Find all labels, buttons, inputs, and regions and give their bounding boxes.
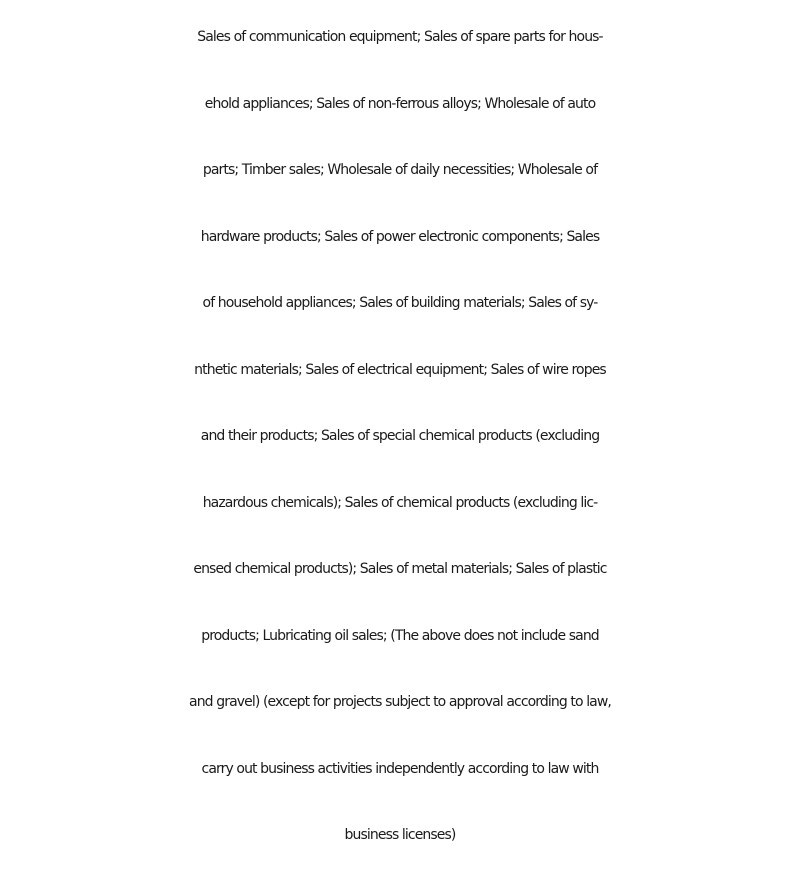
text-line-13: business licenses) <box>344 827 456 843</box>
text-line-7: and their products; Sales of special chemical products (excluding <box>200 428 600 444</box>
text-line-12: carry out business activities independently according to law with <box>201 761 599 777</box>
text-line-11: and gravel) (except for projects subject to approval according to law, <box>189 694 611 710</box>
text-line-4: hardware products; Sales of power electronic components; Sales <box>200 229 600 245</box>
text-line-2: ehold appliances; Sales of non-ferrous alloys; Wholesale of auto <box>204 96 596 112</box>
text-line-6: nthetic materials; Sales of electrical equipment; Sales of wire ropes <box>194 362 606 378</box>
text-line-8: hazardous chemicals); Sales of chemical products (excluding lic- <box>202 495 598 511</box>
text-line-1: Sales of communication equipment; Sales of spare parts for hous- <box>197 29 603 45</box>
text-line-9: ensed chemical products); Sales of metal materials; Sales of plastic <box>193 561 607 577</box>
text-line-3: parts; Timber sales; Wholesale of daily necessities; Wholesale of <box>202 162 598 178</box>
text-line-5: of household appliances; Sales of building materials; Sales of sy- <box>202 295 598 311</box>
text-line-10: products; Lubricating oil sales; (The above does not include sand <box>201 628 599 644</box>
